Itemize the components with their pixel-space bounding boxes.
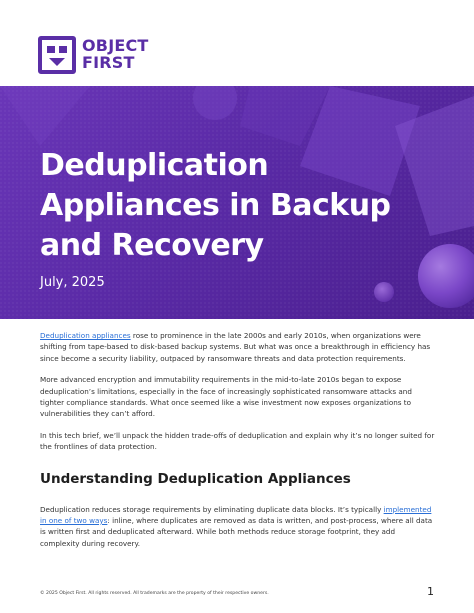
title-line-1: Deduplication bbox=[40, 148, 269, 183]
title-line-2: Appliances in Backup bbox=[40, 188, 391, 223]
object-first-logo[interactable] bbox=[38, 36, 158, 76]
implemented-two-ways-link[interactable]: implemented in one of two ways bbox=[40, 504, 432, 525]
document-body bbox=[40, 330, 436, 559]
intro-paragraph-1 bbox=[40, 330, 436, 364]
logo-wordmark bbox=[82, 37, 162, 71]
deduplication-appliances-link[interactable]: Deduplication appliances bbox=[40, 331, 131, 340]
title-line-3: and Recovery bbox=[40, 228, 264, 263]
section-heading: Understanding Deduplication Appliances bbox=[40, 470, 351, 487]
logo-mark-icon bbox=[38, 36, 76, 74]
page-header bbox=[0, 0, 474, 86]
logo-line-1: OBJECT bbox=[82, 36, 149, 55]
section-paragraph-1-before: Deduplication reduces storage requirements by eliminating duplicate data blocks. It’s typically bbox=[40, 504, 384, 514]
document-title bbox=[40, 146, 440, 266]
copyright-footer: © 2025 Object First. All rights reserved. All trademarks are the property of their respective owners. bbox=[40, 591, 269, 596]
publication-date: July, 2025 bbox=[40, 275, 105, 290]
intro-paragraph-2: More advanced encryption and immutability requirements in the mid-to-late 2010s began to expose deduplication’s limitations, especially in the face of increasingly sophisticated ransomware attacks and tighter compliance standards. What once seemed like a wise investment now exposes organizations to vulnerabilities they can’t afford. bbox=[40, 375, 412, 419]
intro-paragraph-3: In this tech brief, we’ll unpack the hidden trade-offs of deduplication and explain why it’s no longer suited for the frontlines of data protection. bbox=[40, 431, 435, 452]
logo-line-2: FIRST bbox=[82, 53, 135, 72]
intro-paragraph-1-text: rose to prominence in the late 2000s and early 2010s, when organizations were shifting from tape-based to disk-based backup systems. But what was once a breakthrough in efficiency has since become a security liability, outpaced by ransomware threats and data protection requirements. bbox=[40, 331, 431, 363]
section-paragraph-1-after: : inline, where duplicates are removed as data is written, and post-process, where all data is written first and deduplicated afterward. While both methods reduce storage footprint, they add complexity during recovery. bbox=[40, 515, 433, 548]
hero-banner bbox=[0, 86, 474, 319]
page-number: 1 bbox=[427, 585, 434, 598]
section-paragraph-1 bbox=[40, 504, 436, 549]
